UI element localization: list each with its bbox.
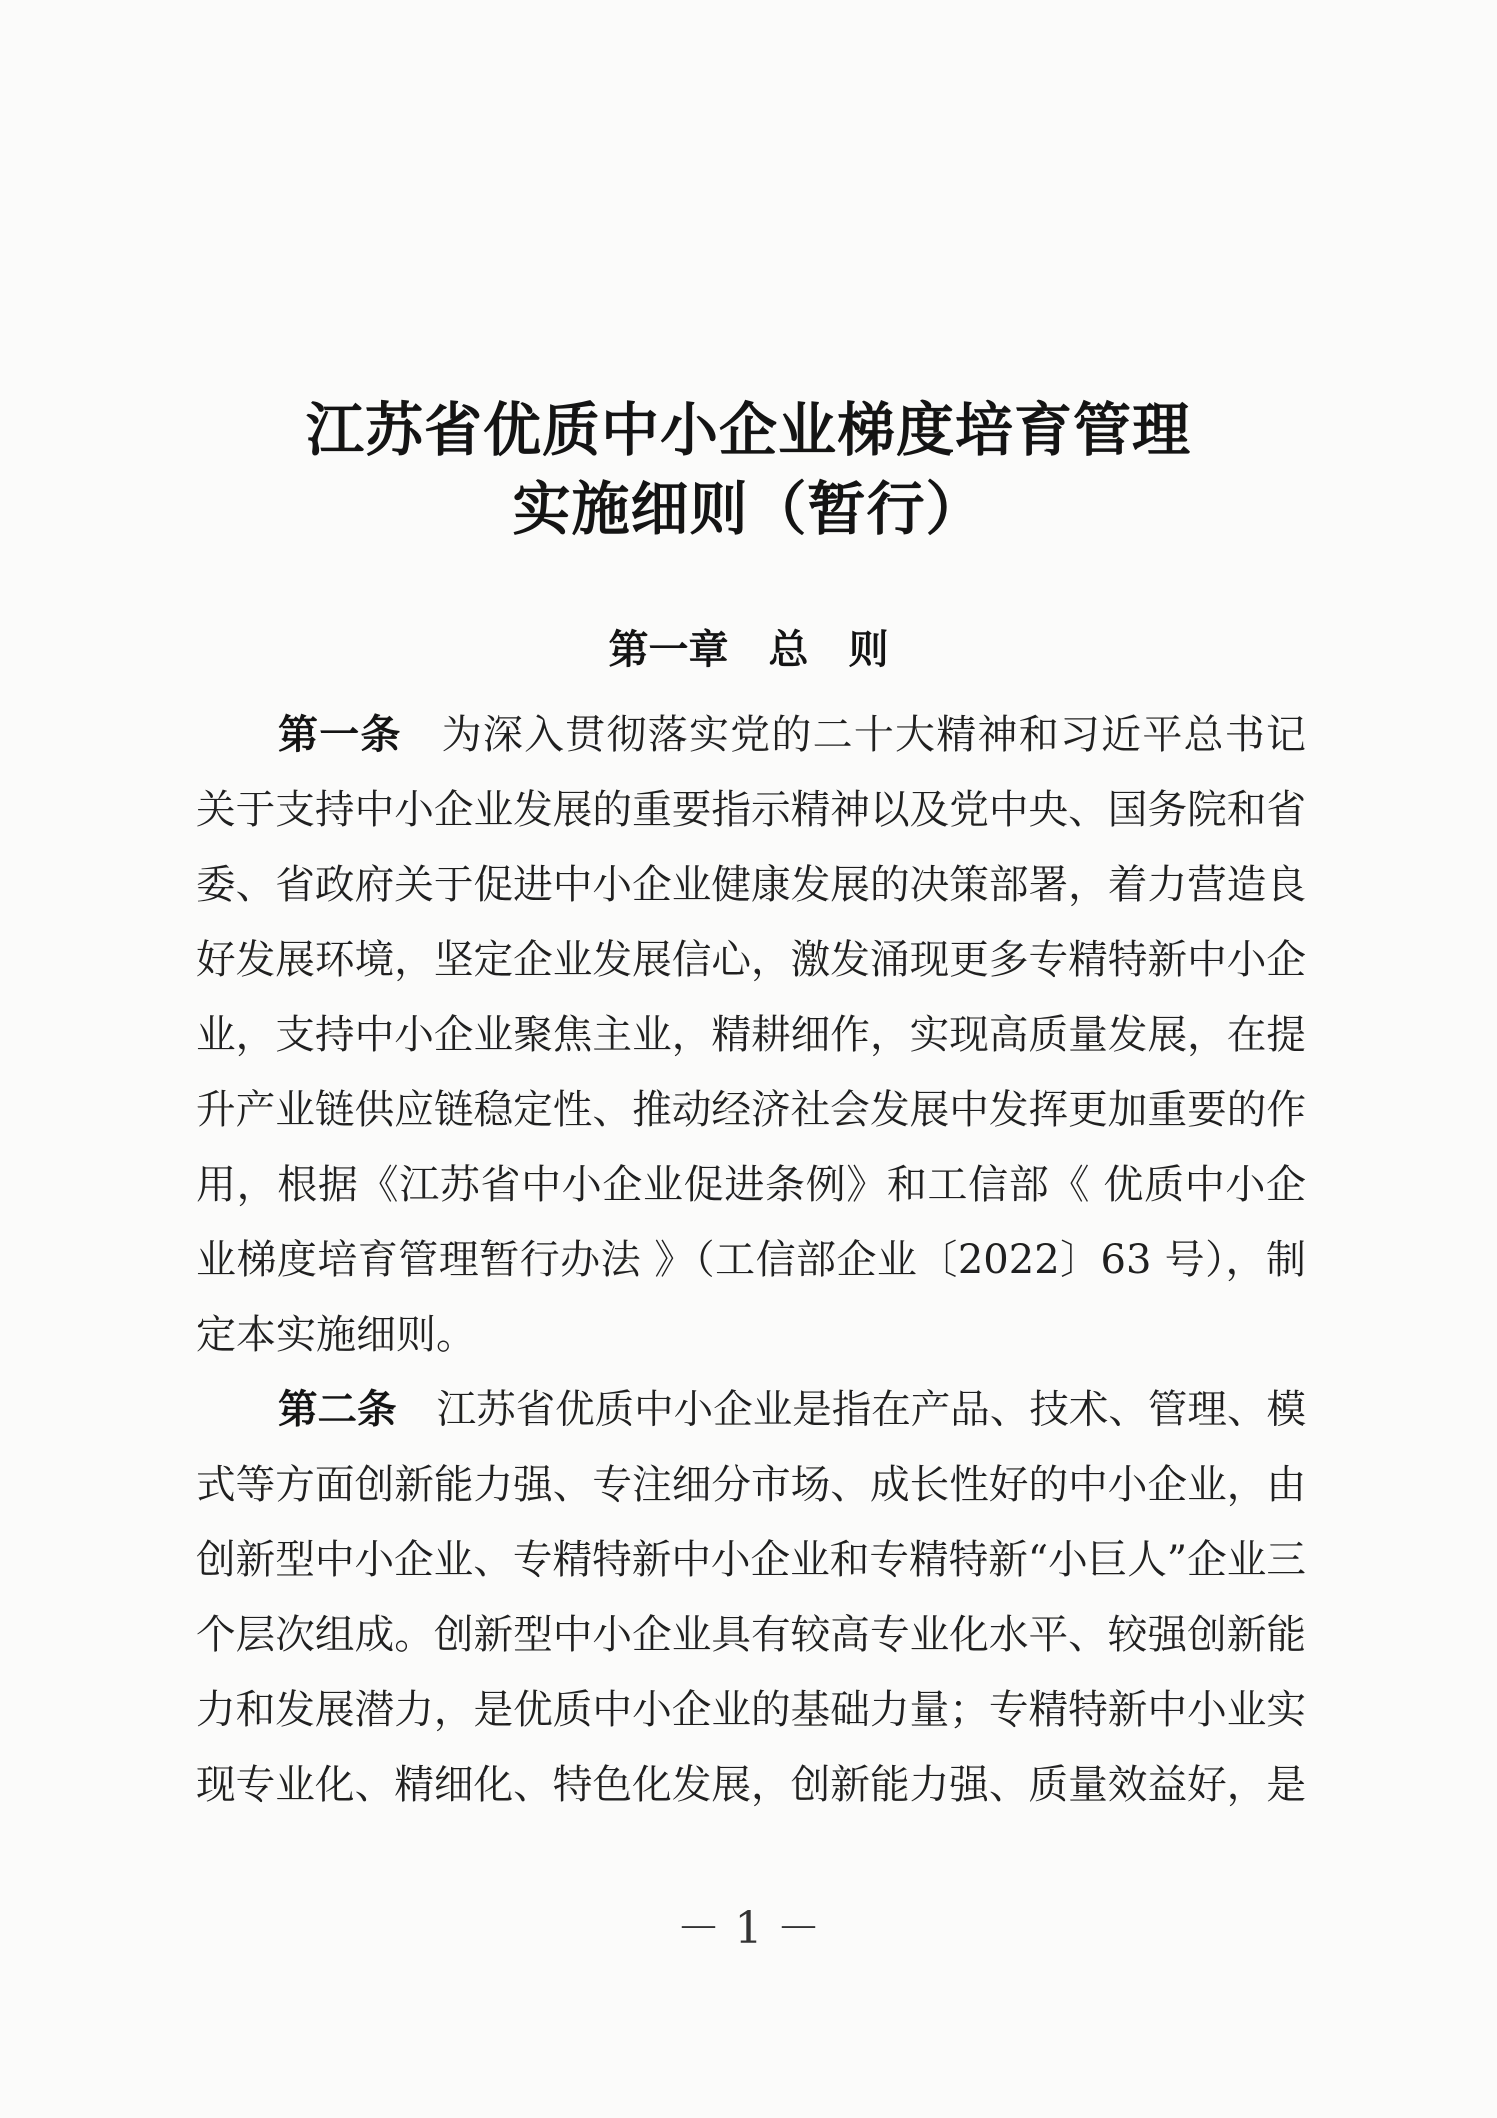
article-2-line: 创新型中小企业、专精特新中小企业和专精特新“小巨人”企业三 <box>196 1537 1306 1583</box>
document-title-line-1: 江苏省优质中小企业梯度培育管理 <box>305 396 1191 464</box>
page-number: － 1 － <box>676 1903 821 1954</box>
article-2-line: 现专业化、精细化、特色化发展，创新能力强、质量效益好，是 <box>196 1762 1306 1808</box>
article-2-line: 式等方面创新能力强、专注细分市场、成长性好的中小企业，由 <box>196 1462 1306 1508</box>
article-2-line: 个层次组成。创新型中小企业具有较高专业化水平、较强创新能 <box>196 1612 1306 1658</box>
chapter-title: 总 则 <box>768 626 889 673</box>
article-1-line: 升产业链供应链稳定性、推动经济社会发展中发挥更加重要的作 <box>196 1087 1306 1133</box>
article-1-line: 定本实施细则。 <box>196 1312 476 1358</box>
article-1-line: 业，支持中小企业聚焦主业，精耕细作，实现高质量发展，在提 <box>196 1012 1306 1058</box>
article-2-label: 第二条 <box>278 1387 397 1433</box>
article-1-text: 为深入贯彻落实党的二十大精神和习近平总书记 <box>441 712 1306 758</box>
article-1-line: 好发展环境，坚定企业发展信心，激发涌现更多专精特新中小企 <box>196 937 1306 983</box>
chapter-label: 第一章 <box>608 626 729 673</box>
article-1-line: 关于支持中小企业发展的重要指示精神以及党中央、国务院和省 <box>196 787 1306 833</box>
article-1-line: 委、省政府关于促进中小企业健康发展的决策部署，着力营造良 <box>196 862 1306 908</box>
article-2-line: 力和发展潜力，是优质中小企业的基础力量；专精特新中小业实 <box>196 1687 1306 1733</box>
chapter-heading <box>0 618 1497 675</box>
article-1-line: 用，根据《江苏省中小企业促进条例》和工信部《 优质中小企 <box>196 1162 1306 1208</box>
article-2-text: 江苏省优质中小企业是指在产品、技术、管理、模 <box>436 1387 1306 1433</box>
article-1-label: 第一条 <box>278 711 402 758</box>
document-title-line-2: 实施细则（暂行） <box>512 475 985 543</box>
article-1-line: 业梯度培育管理暂行办法 》（工信部企业〔2022〕63 号），制 <box>196 1237 1306 1283</box>
article-2-line <box>278 1385 1306 1435</box>
article-1-line <box>278 710 1306 760</box>
